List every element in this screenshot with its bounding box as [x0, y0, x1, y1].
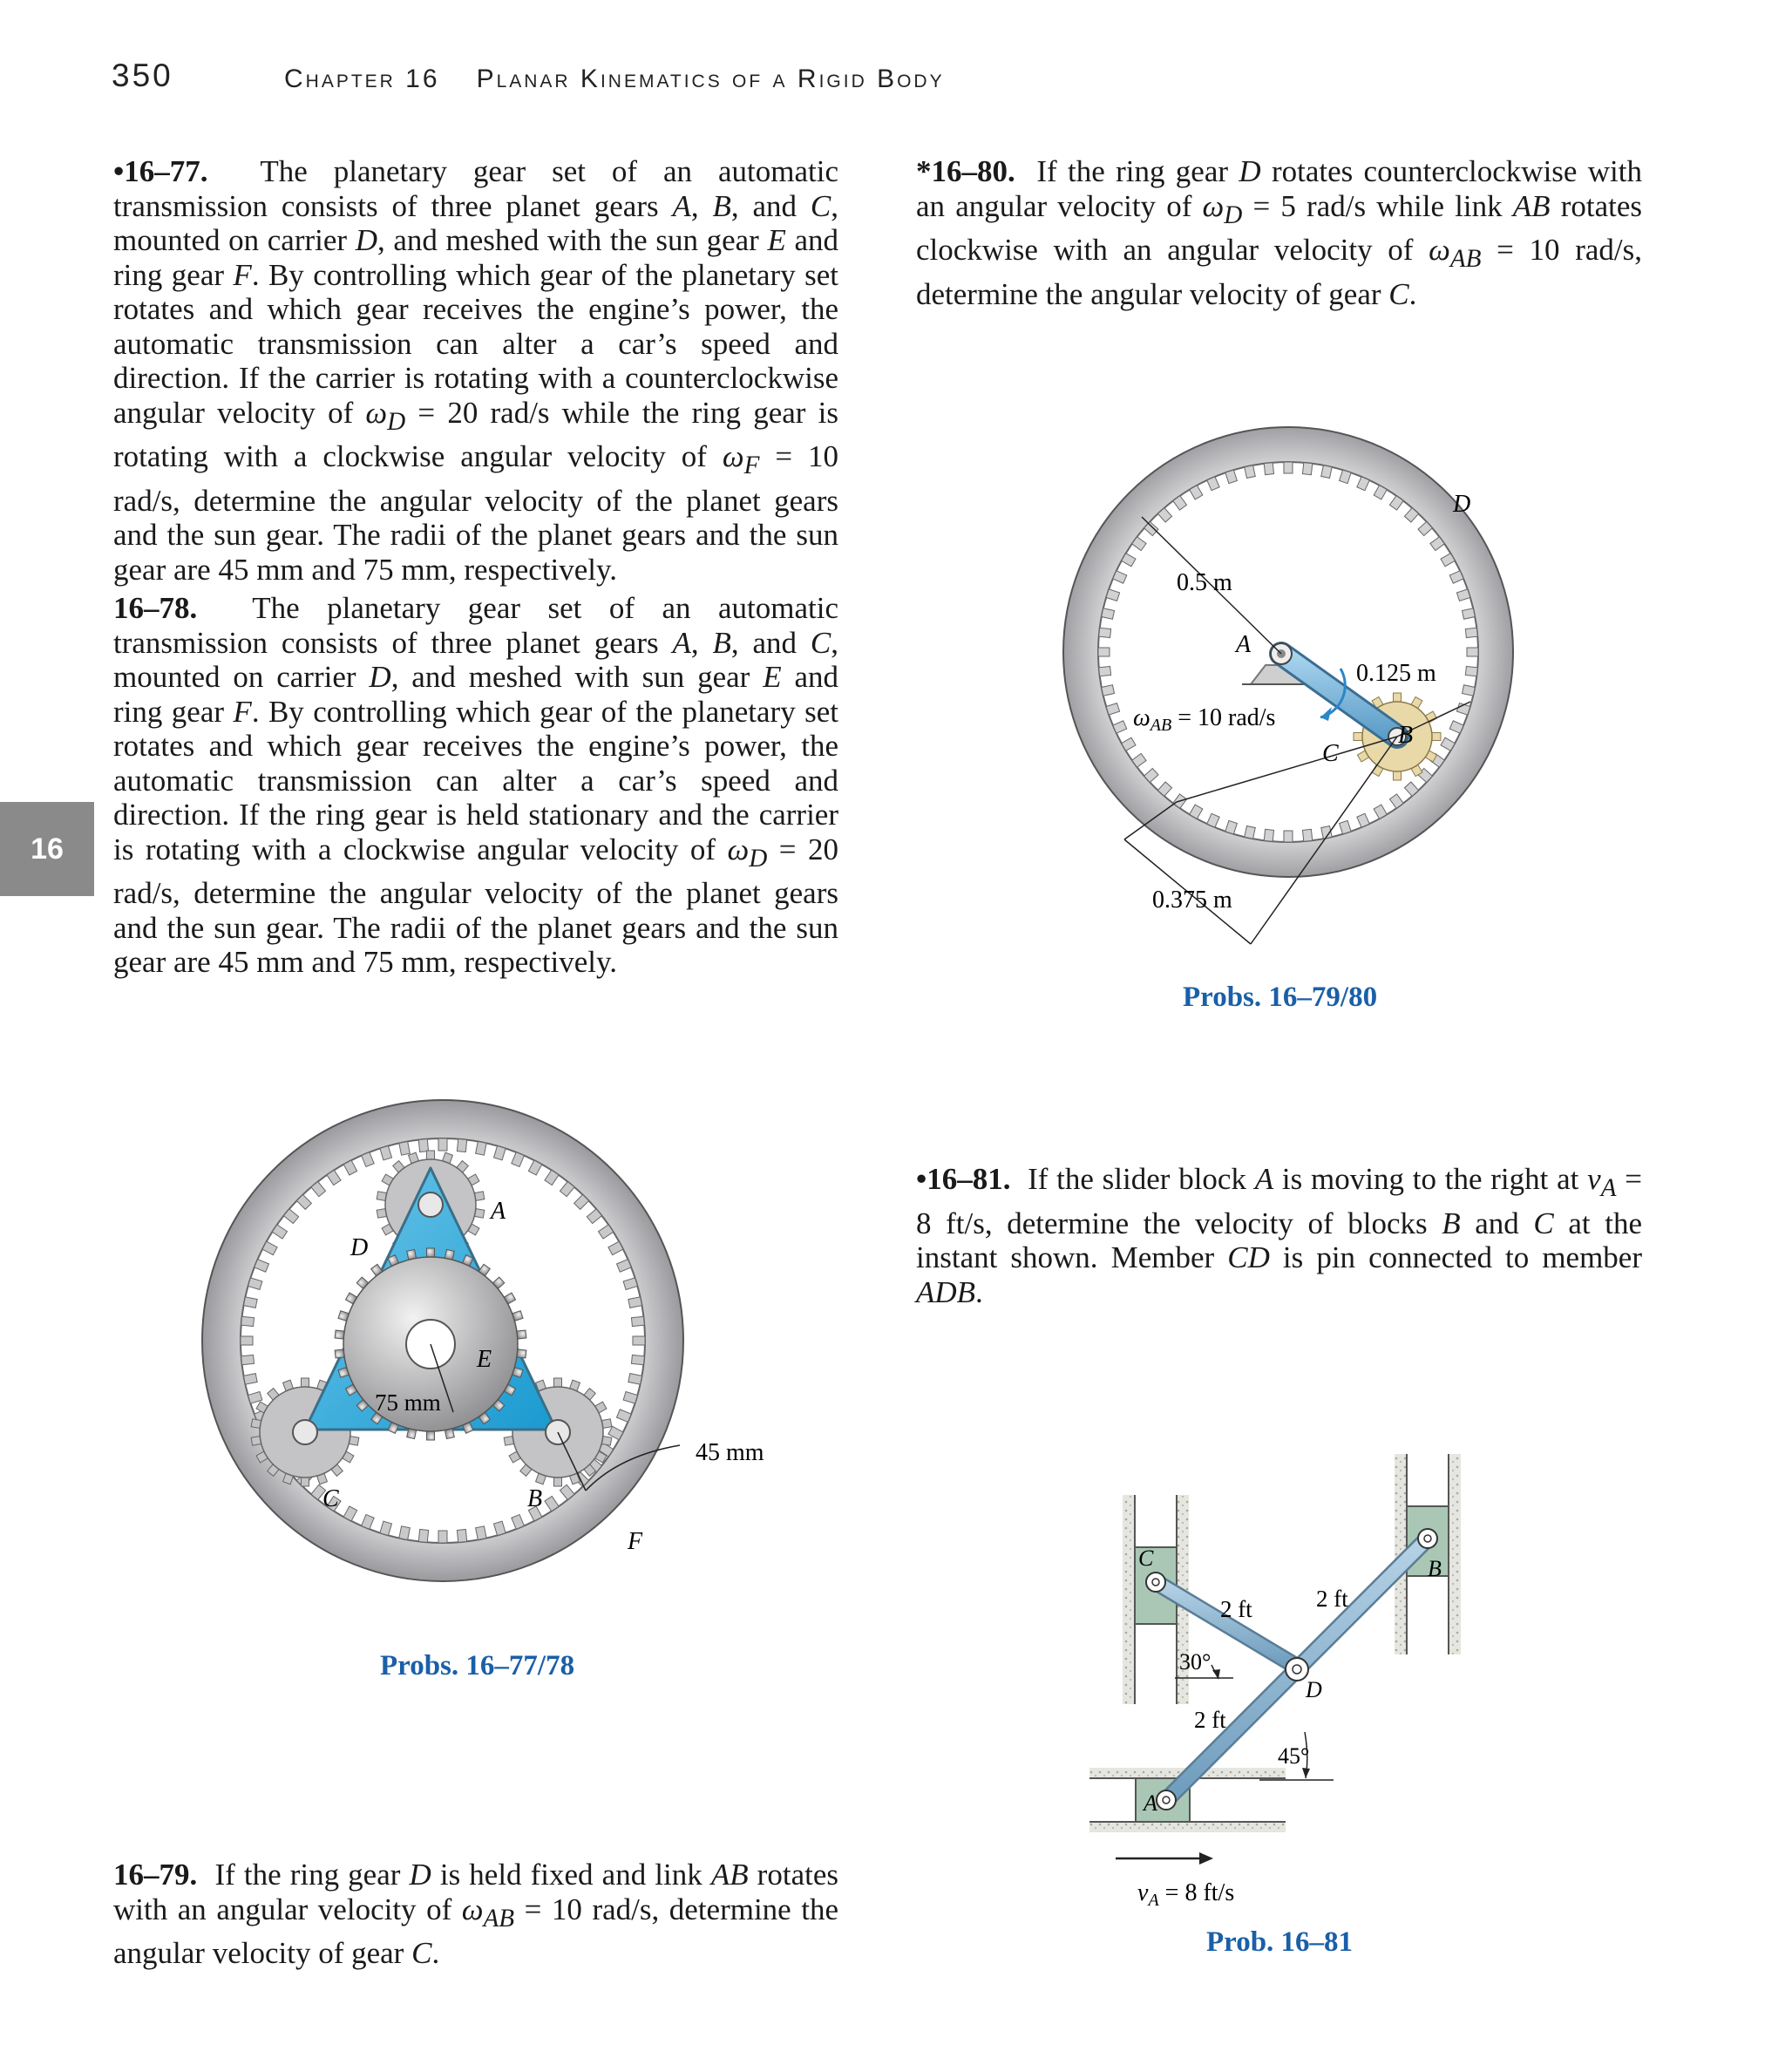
label-a: A [1144, 1790, 1157, 1816]
label-va: $v_A = 8$ ft/s [1137, 1879, 1235, 1910]
label-c: C [322, 1485, 339, 1512]
label-b: B [1398, 722, 1414, 749]
linkage-figure [1081, 1438, 1569, 1909]
label-30deg: 30° [1179, 1649, 1211, 1675]
chapter-title: Planar Kinematics of a Rigid Body [476, 65, 945, 93]
problem-16-79 [113, 1858, 838, 1971]
problem-16-80 [916, 154, 1642, 311]
pin-c [1146, 1573, 1165, 1592]
ring-link-figure [1063, 440, 1551, 954]
planet-pin-a [418, 1192, 443, 1217]
problem-16-78 [113, 591, 838, 980]
label-omega-ab: $\omega_{AB} = 10$ rad/s [1133, 704, 1276, 735]
pin-a [1157, 1790, 1176, 1810]
problem-number: •16–81. [916, 1162, 1011, 1196]
problem-text: If the ring gear D rotates counterclockwise with an angular velocity of $\omega_D = 5$ rad/s while link AB rotates clockwise with an angular velocity of $\omega_{AB} = 10$ rad/s, determine the angular velocity of gear C. [916, 154, 1642, 311]
problem-text: If the ring gear D is held fixed and link AB rotates with an angular velocity of $\omega_{AB} = 10$ rad/s, determine the angular velocity of gear C. [113, 1858, 839, 1970]
problem-text: The planetary gear set of an automatic transmission consists of three planet gears A, B, and C, mounted on carrier D, and meshed with sun gear E and ring gear F. By controlling which gear of the planetary set rotates and which gear receives the engine’s power, the automatic transmission can alter a car’s speed and direction. If the ring gear is held stationary and the carrier is rotating with a clockwise angular velocity of $\omega_D = 20$ rad/s, determine the angular velocity of the planet gears and the sun gear. The radii of the planet gears and the sun gear are 45 mm and 75 mm, respectively. [113, 591, 839, 979]
label-0-375m: 0.375 m [1152, 887, 1232, 914]
guide-b-right [1449, 1454, 1461, 1654]
problem-number: 16–78. [113, 591, 198, 625]
chapter-side-tab: 16 [0, 802, 94, 896]
label-a: A [491, 1198, 506, 1225]
label-d: D [1453, 491, 1471, 518]
problem-16-77 [113, 154, 838, 587]
guide-a-bottom [1089, 1822, 1286, 1832]
label-d: D [1306, 1677, 1322, 1702]
caption-prob-81: Prob. 16–81 [1206, 1926, 1354, 1958]
problem-text: If the slider block A is moving to the right at $v_A = 8$ ft/s, determine the velocity of blocks B and C at the instant shown. Member CD is pin connected to member ADB. [916, 1162, 1643, 1309]
label-e: E [477, 1346, 492, 1373]
guide-c-left [1123, 1495, 1135, 1704]
problem-text: The planetary gear set of an automatic transmission consists of three planet gears A, B, and C, mounted on carrier D, and meshed with the sun gear E and ring gear F. By controlling which gear of the planetary set rotates and which gear receives the engine’s power, the automatic transmission can alter a car’s speed and direction. If the carrier is rotating with a counterclockwise angular velocity of $\omega_D = 20$ rad/s while the ring gear is rotating with a clockwise angular velocity of $\omega_F = 10$ rad/s, determine the angular velocity of the planet gears and the sun gear. The radii of the planet gears and the sun gear are 45 mm and 75 mm, respectively. [113, 154, 839, 587]
label-ad-2ft: 2 ft [1194, 1707, 1226, 1733]
problem-16-81 [916, 1162, 1642, 1309]
label-b: B [527, 1485, 543, 1512]
label-45deg: 45° [1278, 1743, 1310, 1769]
label-planet-radius: 45 mm [696, 1439, 764, 1466]
page-number: 350 [112, 58, 173, 93]
planetary-gear-figure [192, 1124, 764, 1560]
label-cd-2ft: 2 ft [1220, 1596, 1252, 1622]
caption-probs-79-80: Probs. 16–79/80 [1183, 982, 1378, 1013]
label-d: D [350, 1234, 369, 1261]
problem-number: 16–79. [113, 1858, 198, 1892]
label-db-2ft: 2 ft [1316, 1586, 1348, 1612]
label-b: B [1428, 1556, 1442, 1581]
chapter-label: Chapter 16 [284, 65, 440, 93]
label-0-5m: 0.5 m [1177, 569, 1232, 596]
label-c: C [1322, 740, 1339, 767]
label-f: F [628, 1528, 643, 1555]
problem-number: *16–80. [916, 154, 1015, 188]
label-0-125m: 0.125 m [1356, 660, 1436, 687]
label-a: A [1236, 631, 1252, 658]
caption-probs-77-78: Probs. 16–77/78 [380, 1650, 575, 1681]
pin-b [1418, 1529, 1437, 1548]
label-c: C [1138, 1546, 1154, 1571]
label-sun-radius: 75 mm [375, 1389, 441, 1416]
running-header [284, 65, 945, 94]
planet-pin-c [293, 1420, 317, 1444]
problem-number: •16–77. [113, 154, 208, 188]
